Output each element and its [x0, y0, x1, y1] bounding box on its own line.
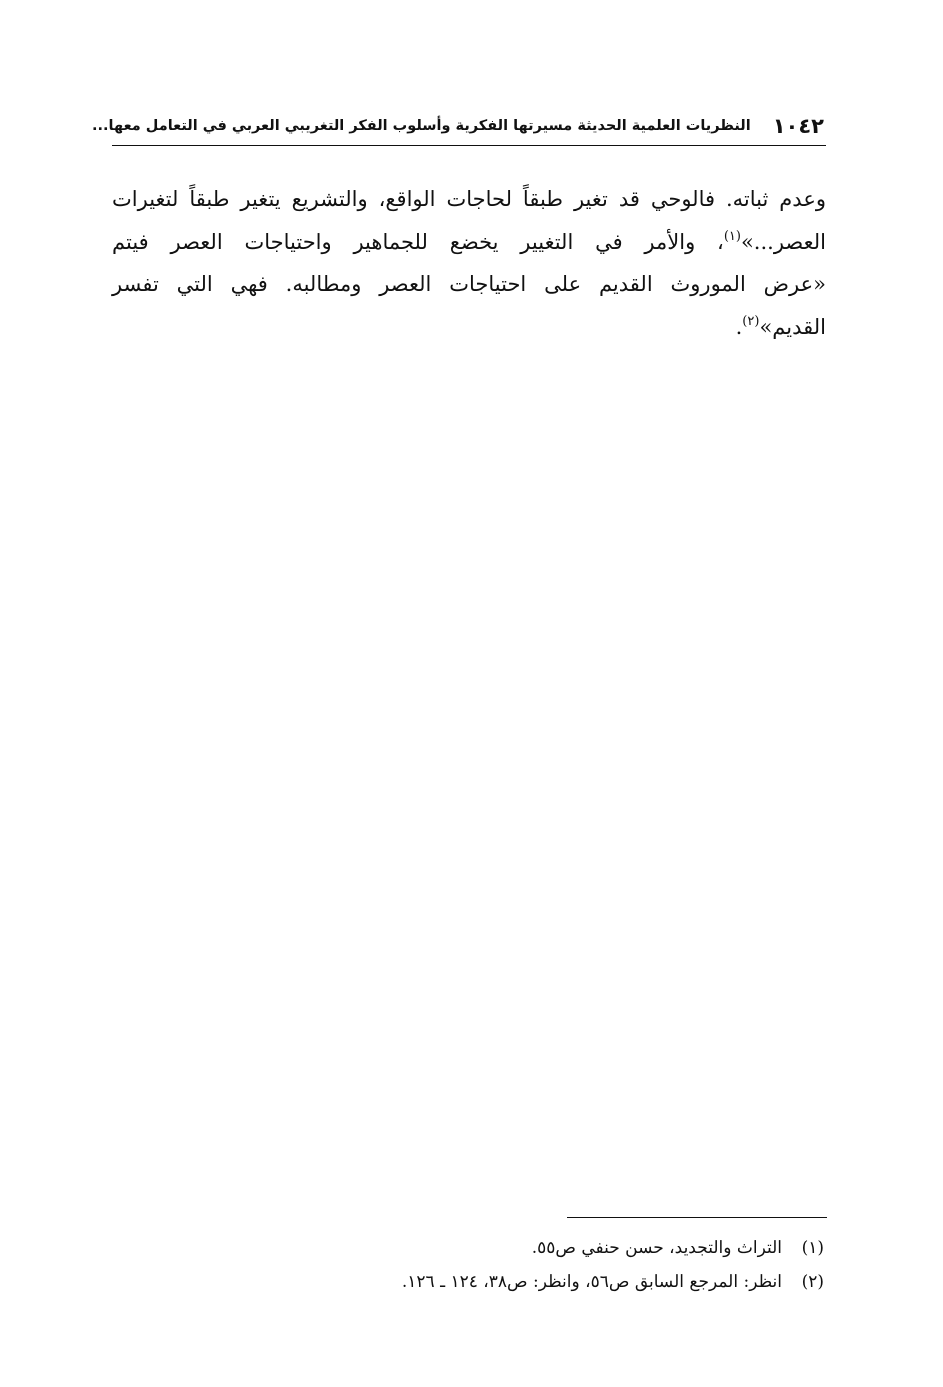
- page-header: [92, 106, 826, 146]
- footnotes: [112, 1231, 826, 1299]
- footnote-1-number: (١): [801, 1238, 824, 1258]
- body-line-1: [112, 178, 826, 221]
- body-line-2-start: العصر...»: [740, 229, 826, 254]
- page-number: ١٠٤٢: [772, 113, 824, 138]
- footnote-ref-1: (١): [723, 228, 741, 244]
- body-line-4-start: القديم»: [759, 314, 826, 339]
- footnote-2-text: انظر: المرجع السابق ص٥٦، وانظر: ص٣٨، ١٢٤ ـ ١٢٦.: [401, 1272, 782, 1292]
- body-line-2: [112, 221, 826, 264]
- body-line-4-end: .: [735, 314, 743, 339]
- body-line-3: [112, 263, 826, 306]
- running-title: النظريات العلمية الحديثة مسيرتها الفكرية وأسلوب الفكر التغريبي العربي في التعامل معها...: [92, 117, 751, 134]
- footnote-1-text: التراث والتجديد، حسن حنفي ص٥٥.: [531, 1238, 782, 1258]
- body-line-1-text: وعدم ثباته. فالوحي قد تغير طبقاً لحاجات الواقع، والتشريع يتغير طبقاً لتغيرات: [112, 187, 826, 211]
- footnote-ref-2: (٢): [742, 313, 760, 329]
- body-text: [112, 178, 826, 348]
- footnote-2: [112, 1265, 826, 1299]
- body-line-4: [112, 306, 826, 349]
- footnote-separator: [567, 1217, 827, 1218]
- body-line-2-end: ، والأمر في التغيير يخضع للجماهير واحتياجات العصر فيتم: [112, 229, 724, 254]
- footnote-1: [112, 1231, 826, 1265]
- body-line-3-text: «عرض الموروث القديم على احتياجات العصر ومطالبه. فهي التي تفسر: [112, 272, 826, 296]
- footnote-2-number: (٢): [801, 1272, 824, 1292]
